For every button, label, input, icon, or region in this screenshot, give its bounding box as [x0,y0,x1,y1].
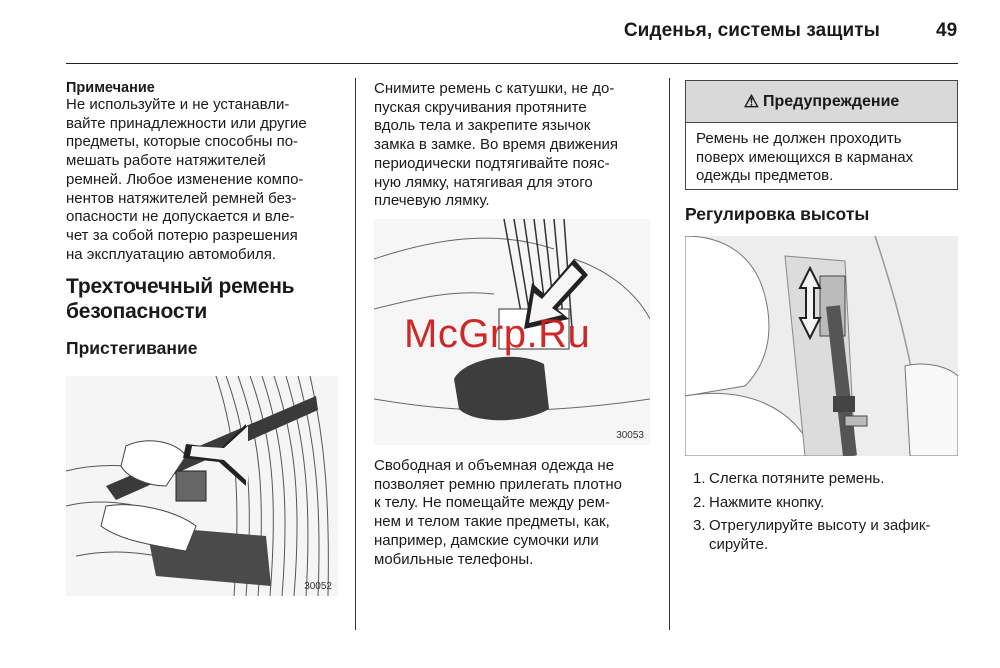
text-line: замка в замке. Во время движения [374,136,619,154]
text-line: например, дамские сумочки или [374,531,599,549]
text-line: вдоль тела и закрепите язычок [374,117,591,135]
note-line: Не используйте и не устанавли- [66,96,290,113]
list-item [685,470,965,489]
note-line: на эксплуатацию автомобиля. [66,245,277,263]
step-number: 1. [693,470,706,487]
steps-list [685,470,965,560]
warning-text [686,123,957,193]
step-line: Слегка потяните ремень. [709,470,885,487]
note-line: нентов натяжителей ремней без- [66,189,297,207]
text-line: периодически подтягивайте пояс- [374,154,610,172]
warning-line: одежды предметов. [696,167,834,185]
heading-height-adjustment: Регулировка высоты [685,204,870,224]
text-line: плечевую лямку. [374,192,490,210]
text-line: к телу. Не помещайте между рем- [374,494,611,512]
column-divider-right [669,78,670,630]
text-line: нем и телом такие предметы, как, [374,513,610,531]
note-line: чет за собой потерю разрешения [66,226,298,244]
text-line: Снимите ремень с катушки, не до- [374,80,615,97]
page-header [0,0,1000,66]
text-line: пуская скручивания протяните [374,98,587,116]
figure-caption: 30052 [304,581,332,592]
figure-fastening-belt [66,376,338,596]
warning-title: Предупреждение [762,92,900,110]
step-text [709,470,884,489]
figure-caption: 30053 [616,430,644,441]
watermark: McGrp.Ru [404,312,591,356]
heading-three-point-belt [66,274,341,324]
list-item [685,517,965,554]
warning-triangle-icon: ⚠ [743,91,759,111]
text-line: ную лямку, натягивая для этого [374,173,593,191]
note-text [66,96,341,264]
step-line: сируйте. [709,536,769,554]
step-line: Отрегулируйте высоту и зафик- [709,517,931,535]
note-line: мешать работе натяжителей [66,152,266,170]
step-line: Нажмите кнопку. [709,493,825,511]
header-rule [66,63,958,64]
note-title: Примечание [66,80,155,96]
column-divider-left [355,78,356,630]
column-1 [66,80,341,359]
list-item [685,494,965,513]
belt-fastening-illustration [66,376,338,596]
note-line: опасности не допускается и вле- [66,208,295,226]
text-line: позволяет ремню прилегать плотно [374,475,622,493]
text-line: мобильные телефоны. [374,550,534,568]
text-line: Свободная и объемная одежда не [374,457,615,474]
step-number: 3. [693,517,706,535]
column-2-text [374,80,654,211]
page-number: 49 [936,20,958,41]
height-adjust-illustration [685,236,958,456]
step-number: 2. [693,493,706,511]
note-line: ремней. Любое изменение компо- [66,170,304,188]
warning-line: поверх имеющихся в карманах [696,148,914,166]
warning-header [686,81,957,123]
subheading-fastening: Пристегивание [66,338,198,359]
note-line: вайте принадлежности или другие [66,114,307,132]
warning-line: Ремень не должен проходить [696,130,902,147]
figure-height-adjustment [685,236,958,456]
heading-line: безопасности [66,300,208,324]
column-2-text-lower [374,457,654,569]
warning-box [685,80,958,190]
step-text [709,517,930,554]
section-title: Сиденья, системы защиты [623,20,880,41]
step-text [709,494,824,513]
heading-line: Трехточечный ремень [66,275,295,299]
note-line: предметы, которые способны по- [66,133,299,151]
